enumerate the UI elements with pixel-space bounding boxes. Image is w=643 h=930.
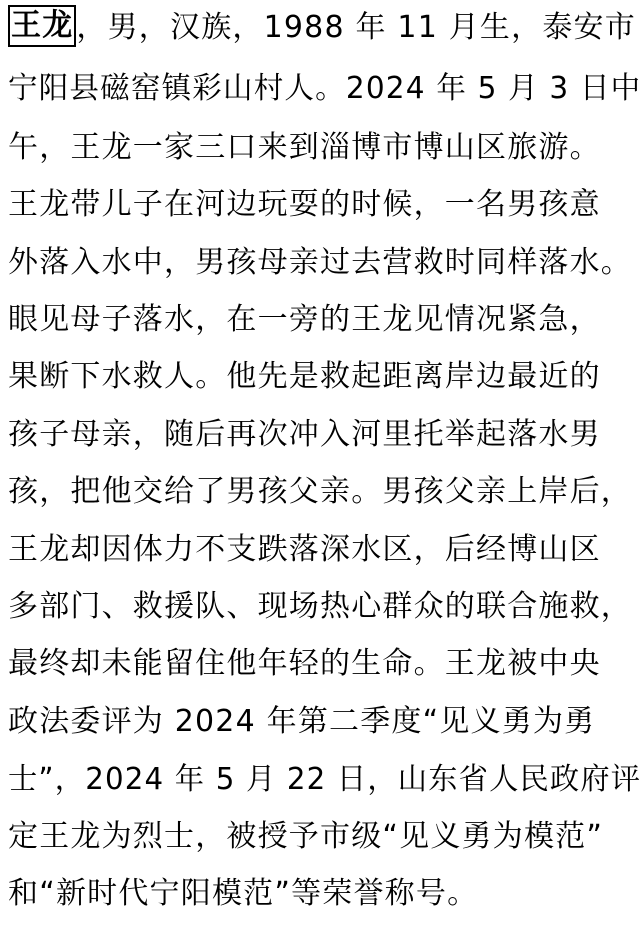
text-line-4: 王龙带儿子在河边玩耍的时候，一名男孩意 xyxy=(8,187,601,222)
text-line-1 xyxy=(8,4,636,52)
highlighted-name: 王龙 xyxy=(8,5,76,47)
text-line-11: 多部门、救援队、现场热心群众的联合施救， xyxy=(8,589,632,624)
text-line-3: 午，王龙一家三口来到淄博市博山区旅游。 xyxy=(8,130,601,165)
text-line-2: 宁阳县磁窑镇彩山村人。2024 年 5 月 3 日中 xyxy=(8,71,642,106)
text-line-14: 士”，2024 年 5 月 22 日，山东省人民政府评 xyxy=(8,762,642,797)
text-line-9: 孩，把他交给了男孩父亲。男孩父亲上岸后， xyxy=(8,474,632,509)
text-line-10: 王龙却因体力不支跌落深水区，后经博山区 xyxy=(8,532,601,567)
text-line-12: 最终却未能留住他年轻的生命。王龙被中央 xyxy=(8,646,601,681)
text-line-1-rest: ，男，汉族，1988 年 11 月生，泰安市 xyxy=(76,10,636,45)
text-line-6: 眼见母子落水，在一旁的王龙见情况紧急， xyxy=(8,302,601,337)
text-line-7: 果断下水救人。他先是救起距离岸边最近的 xyxy=(8,359,601,394)
text-line-15: 定王龙为烈士，被授予市级“见义勇为模范” xyxy=(8,819,604,854)
text-line-8: 孩子母亲，随后再次冲入河里托举起落水男 xyxy=(8,417,601,452)
text-line-16: 和“新时代宁阳模范”等荣誉称号。 xyxy=(8,876,479,911)
text-line-5: 外落入水中，男孩母亲过去营救时同样落水。 xyxy=(8,245,632,280)
text-line-13: 政法委评为 2024 年第二季度“见义勇为勇 xyxy=(8,704,596,739)
